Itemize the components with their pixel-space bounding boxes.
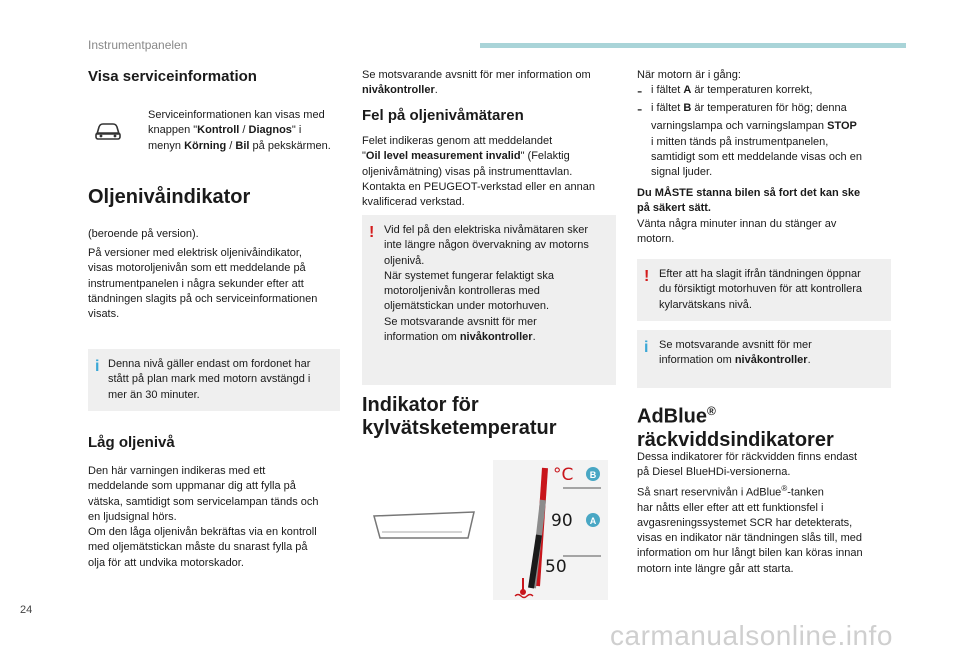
gauge-unit: °C	[553, 465, 574, 485]
info-icon: i	[95, 358, 100, 375]
label-a: A	[589, 516, 597, 526]
gauge-50: 50	[545, 557, 567, 577]
gauge-90: 90	[551, 511, 573, 531]
oil-version-note: (beroende på version).	[88, 228, 199, 240]
running-header: Instrumentpanelen	[88, 38, 188, 52]
label-b: B	[589, 470, 597, 480]
heading-low-oil: Låg oljenivå	[88, 434, 175, 451]
instrument-panel-icon	[370, 508, 478, 542]
heading-oil-indicator: Oljenivåindikator	[88, 186, 251, 208]
heading-adblue: AdBlue® räckviddsindikatorer	[637, 404, 834, 451]
warning-exclamation-icon: !	[644, 268, 650, 285]
coolant-gauge-drawing	[493, 460, 608, 600]
service-text: Serviceinformationen kan visas med knappen "Kontroll / Diagnos" i menyn Körning / Bil på pekskärmen.	[148, 109, 331, 152]
page-number: 24	[20, 604, 33, 616]
gauge-fault-warning-box: ! Vid fel på den elektriska nivåmätaren sker inte längre någon övervakning av motorns oljenivå. När systemet fungerar felaktigt ska motoroljenivån kontrolleras med oljemätstickan under motorhuven. Se motsvarande avsnitt för mer information om nivåkontroller.	[362, 215, 616, 385]
fault-paragraph: Felet indikeras genom att meddelandet "Oil level measurement invalid" (Felaktig oljenivåmätning) visas på instrumenttavlan. Kontakta en PEUGEOT-verkstad eller en annan kvalificerad verkstad.	[362, 135, 595, 209]
oil-info-box: i Denna nivå gäller endast om fordonet har stått på plan mark med motorn avstängd i mer än 30 minuter.	[88, 349, 340, 411]
heading-oil-gauge-fault: Fel på oljenivåmätaren	[362, 107, 524, 124]
low-oil-paragraph: Den här varningen indikeras med ett meddelande som uppmanar dig att fylla på vätska, samtidigt som servicelampan tänds och en ljudsignal hörs. Om den låga oljenivån bekräftas via en kontroll med oljemätstickan måste du snarast fylla på olja för att undvika motorskador.	[88, 465, 319, 569]
must-stop-text: Du MÅSTE stanna bilen så fort det kan ske på säkert sätt. Vänta några minuter innan du stänger av motorn.	[637, 187, 861, 245]
coolant-gauge-figure	[493, 460, 608, 600]
header-rule	[480, 43, 906, 48]
info-icon: i	[644, 339, 649, 356]
heading-service: Visa serviceinformation	[88, 68, 257, 85]
adblue-paragraph: Dessa indikatorer för räckvidden finns endast på Diesel BlueHDi-versionerna. Så snart reservnivån i AdBlue®-tanken har nåtts eller efter att ett funktionsfel i avgasreningssystemet SCR har detekterats, visas en indikator när tändningen slås till, med information om hur långt bilen kan köras innan motorn inte längre går att starta.	[637, 451, 863, 575]
oil-paragraph: På versioner med elektrisk oljenivåindikator, visas motoroljenivån som ett meddelande på instrumentpanelen i några sekunder efter att tändningen slagits på och serviceinformationen visats.	[88, 247, 318, 321]
level-info-box: i Se motsvarande avsnitt för mer information om nivåkontroller.	[637, 330, 891, 388]
see-also-text: Se motsvarande avsnitt för mer information om nivåkontroller.	[362, 69, 591, 97]
warning-exclamation-icon: !	[369, 224, 375, 241]
heading-coolant-temp: Indikator för kylvätsketemperatur	[362, 394, 557, 439]
hood-warning-box: ! Efter att ha slagit ifrån tändningen öppnar du försiktigt motorhuven för att kontrollera kylarvätskans nivå.	[637, 259, 891, 321]
watermark: carmanualsonline.info	[610, 620, 893, 651]
engine-running-text: När motorn är i gång: - i fältet A är temperaturen korrekt, - i fältet B är temperaturen för hög; denna varningslampa och varningslampan STOP i mitten tänds på instrumentpanelen, samtidigt som ett meddelande visas och en signal ljuder.	[637, 69, 862, 179]
car-icon	[94, 116, 122, 144]
